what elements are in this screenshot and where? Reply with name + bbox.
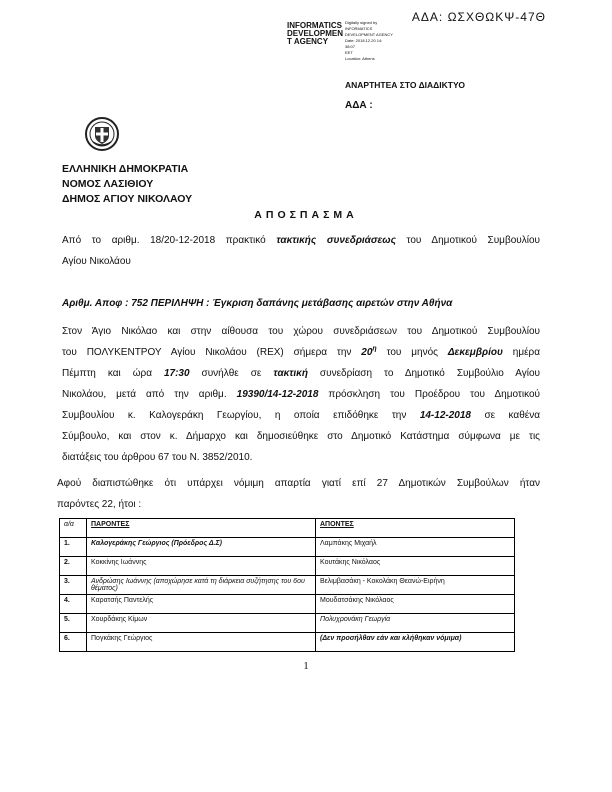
intro-line-2: Αγίου Νικολάου <box>62 256 131 267</box>
text: συνήλθε σε <box>189 368 274 379</box>
body-line: Σύμβουλο, και στον κ. Δήμαρχο και δημοσιεύθηκε στο Δημοτικό Κατάστημα σύμφωνα με τις <box>62 431 540 442</box>
text: σε καθένα <box>470 410 540 421</box>
ada-label: ΑΔΑ : <box>345 100 373 111</box>
prefecture-name: ΝΟΜΟΣ ΛΑΣΙΘΙΟΥ <box>62 178 154 190</box>
header-present: ΠΑΡΟΝΤΕΣ <box>87 519 316 538</box>
absent-note: (Δεν προσήλθαν εάν και κλήθηκαν νόμιμα) <box>316 633 515 652</box>
row-index: 5. <box>60 614 87 633</box>
header-index: α/α <box>60 519 87 538</box>
text: Νικολάου, μετά από την αριθμ. <box>62 389 237 400</box>
meeting-day: 20 <box>361 347 373 358</box>
present-member: Κοκκίνης Ιωάννης <box>87 557 316 576</box>
text: ημέρα <box>502 347 541 358</box>
text: συνεδρίαση το Δημοτικό Συμβούλιο Αγίου <box>307 368 540 379</box>
text: του ΠΟΛΥΚΕΝΤΡΟΥ Αγίου Νικολάου (REX) σήμερα την <box>62 347 362 358</box>
present-member: Καρατσής Παντελής <box>87 595 316 614</box>
row-index: 6. <box>60 633 87 652</box>
table-row <box>60 538 515 557</box>
body-line <box>62 384 540 405</box>
signature-detail-line: Location: Athens <box>345 56 375 61</box>
absent-member: Μουδατσάκης Νικόλαος <box>316 595 515 614</box>
table-row <box>60 595 515 614</box>
table-row <box>60 557 515 576</box>
text: πρόσκληση του Προέδρου του Δημοτικού <box>318 389 540 400</box>
digital-signature-details <box>345 20 415 62</box>
municipality-name: ΔΗΜΟΣ ΑΓΙΟΥ ΝΙΚΟΛΑΟΥ <box>62 193 193 205</box>
header-absent: ΑΠΟΝΤΕΣ <box>316 519 515 538</box>
body-line <box>62 405 540 426</box>
body-line <box>62 363 540 384</box>
table-row <box>60 633 515 652</box>
intro-text: Από το αριθμ. 18/20-12-2018 πρακτικό <box>62 235 277 246</box>
body-line: παρόντες 22, ήτοι : <box>57 499 142 510</box>
row-index: 2. <box>60 557 87 576</box>
delivery-date: 14-12-2018 <box>419 410 471 421</box>
document-title: ΑΠΟΣΠΑΣΜΑ <box>254 209 358 221</box>
row-index: 4. <box>60 595 87 614</box>
text: Συμβουλίου κ. Καλογεράκη Γεωργίου, η οποία επιδόθηκε την <box>62 410 420 421</box>
republic-name: ΕΛΛΗΝΙΚΗ ΔΗΜΟΚΡΑΤΙΑ <box>62 163 189 175</box>
attendance-table <box>59 518 515 652</box>
meeting-time: 17:30 <box>163 368 190 379</box>
absent-member: Λαμπάκης Μιχαήλ <box>316 538 515 557</box>
meeting-day-suffix: η <box>372 345 377 353</box>
signature-org-line: INFORMATICS <box>287 21 342 30</box>
signature-org-line: DEVELOPMEN <box>287 29 344 38</box>
signature-detail-line: 38:07 <box>345 44 356 49</box>
row-index: 3. <box>60 576 87 595</box>
signature-detail-line: Date: 2018.12.20 14: <box>345 38 383 43</box>
session-type: τακτικής συνεδριάσεως <box>276 235 396 246</box>
text: του μηνός <box>376 347 448 358</box>
present-member: Χουρδάκης Κίμων <box>87 614 316 633</box>
signature-detail-line: EET <box>345 50 353 55</box>
present-member: Πογκάκης Γεώργιος <box>87 633 316 652</box>
intro-line-1 <box>62 230 540 251</box>
decision-summary: Αριθμ. Αποφ : 752 ΠΕΡΙΛΗΨΗ : Έγκριση δαπάνης μετάβασης αιρετών στην Αθήνα <box>62 298 453 309</box>
meeting-type: τακτική <box>273 368 308 379</box>
absent-member: Κουτάκης Νικόλαος <box>316 557 515 576</box>
signature-detail-line: Digitally signed by <box>345 20 378 25</box>
present-member: Ανδρώσης Ιωάννης (αποχώρησε κατά τη διάρκεια συζήτησης του 6ου θέματος) <box>87 576 316 595</box>
digital-signature-org <box>287 22 343 46</box>
body-line: Αφού διαπιστώθηκε ότι υπάρχει νόμιμη απαρτία γιατί επί 27 Δημοτικών Συμβούλων ήταν <box>57 478 540 489</box>
page-number: 1 <box>303 660 309 672</box>
issuer-header <box>62 162 192 207</box>
signature-org-line: T AGENCY <box>287 37 329 46</box>
meeting-month: Δεκεμβρίου <box>447 347 503 358</box>
body-line: Στον Άγιο Νικόλαο και στην αίθουσα του χώρου συνεδριάσεων του Δημοτικού Συμβουλίου <box>62 326 540 337</box>
absent-member: Πολυχρονάκη Γεωργία <box>316 614 515 633</box>
row-index: 1. <box>60 538 87 557</box>
post-online-notice: ΑΝΑΡΤΗΤΕΑ ΣΤΟ ΔΙΑΔΙΚΤΥΟ <box>345 80 465 90</box>
signature-detail-line: INFORMATICS <box>345 26 373 31</box>
intro-text: του Δημοτικού Συμβουλίου <box>395 235 540 246</box>
absent-member: Βελιμβασάκη - Κοκολάκη Θεανώ-Ειρήνη <box>316 576 515 595</box>
present-member: Καλογεράκης Γεώργιος (Πρόεδρος Δ.Σ) <box>87 538 316 557</box>
body-line <box>62 342 540 363</box>
greek-emblem-icon <box>84 116 120 152</box>
text: Πέμπτη και ώρα <box>62 368 164 379</box>
table-header-row <box>60 519 515 538</box>
body-line: διατάξεις του άρθρου 67 του Ν. 3852/2010. <box>62 452 253 463</box>
invitation-number: 19390/14-12-2018 <box>236 389 319 400</box>
ada-code: ΑΔΑ: ΩΣΧΘΩΚΨ-47Θ <box>411 10 546 24</box>
signature-detail-line: DEVELOPMENT AGENCY <box>345 32 393 37</box>
table-row <box>60 614 515 633</box>
table-row <box>60 576 515 595</box>
